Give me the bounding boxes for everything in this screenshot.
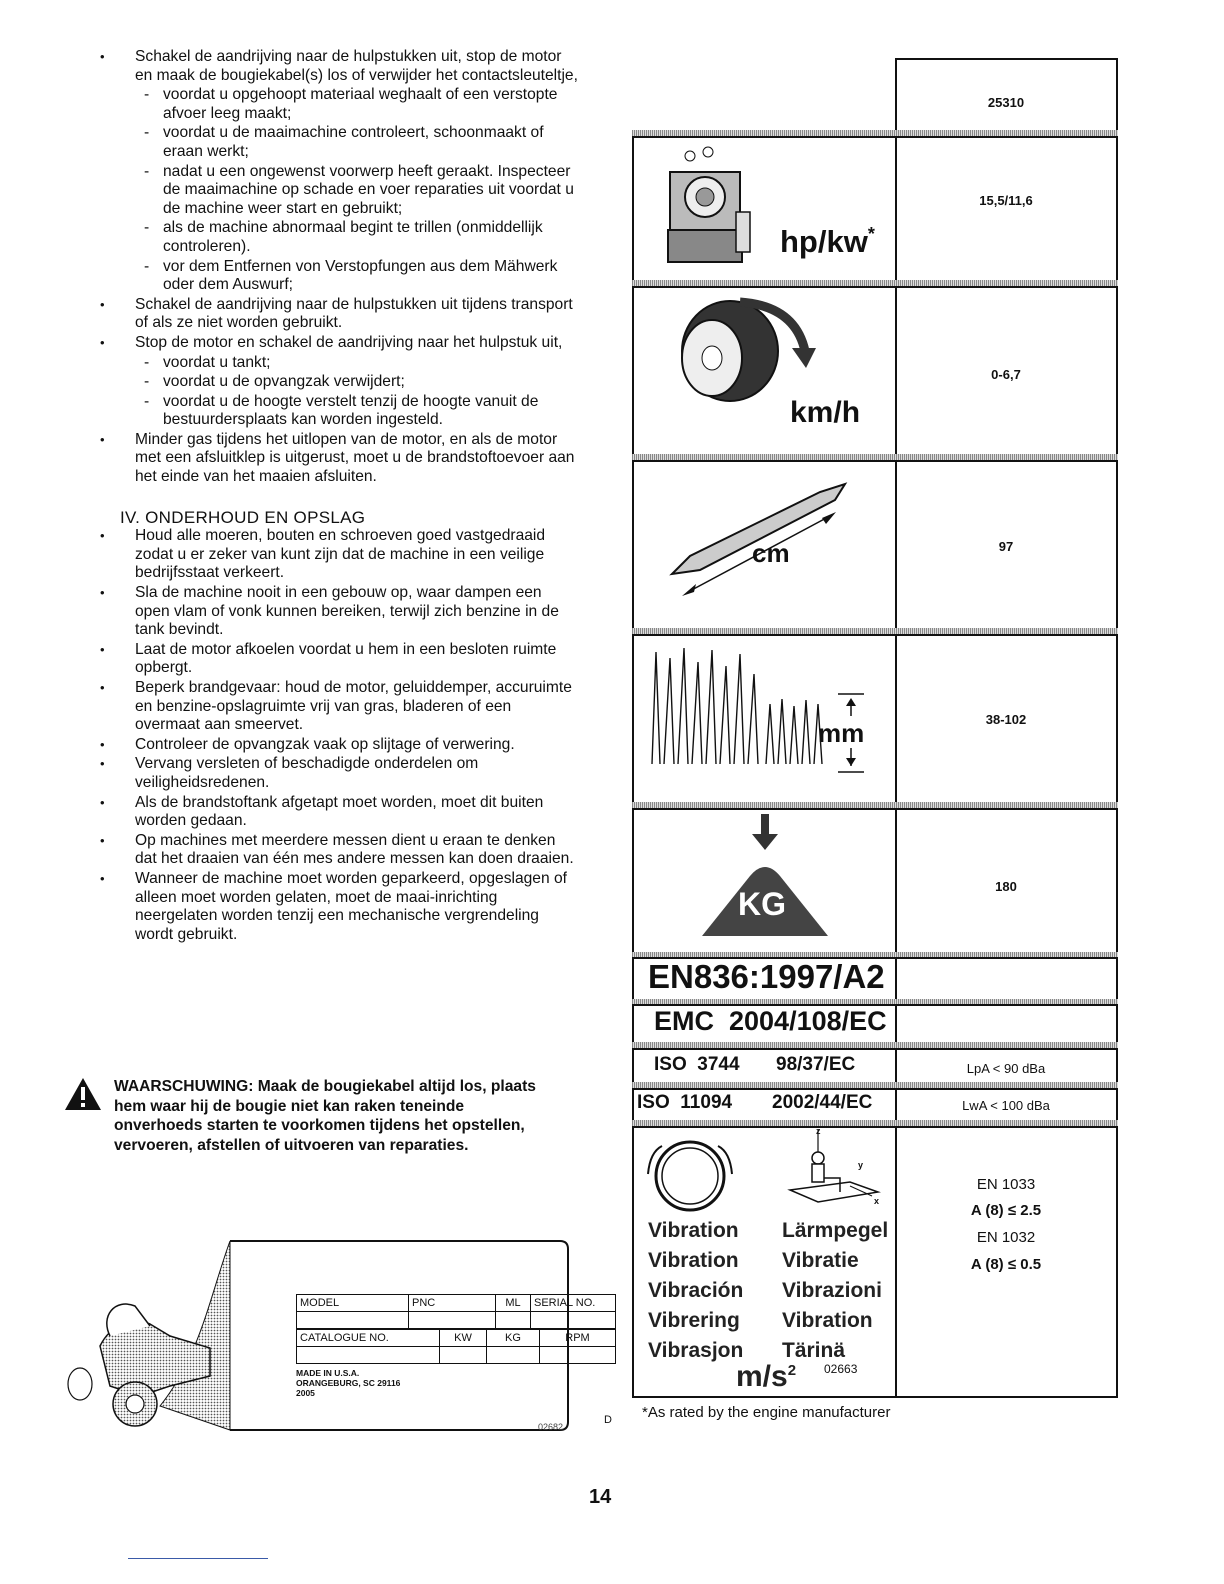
spec-value-weight: 180 <box>995 879 1017 894</box>
plate-catalogue: CATALOGUE NO. <box>297 1330 440 1347</box>
mm-label: mm <box>818 718 865 748</box>
spec-value-speed: 0-6,7 <box>991 367 1021 382</box>
bullet-text: • Beperk brandgevaar: houd de motor, geluiddemper, accuruimte en benzine-opslagruimte vrij van gras, bladeren of een overmaat aan smeervet. <box>100 679 578 735</box>
dash-text: - voordat u tankt; <box>100 354 578 373</box>
figure-code: 02663 <box>824 1362 858 1376</box>
iso11094-directive: 2002/44/EC <box>772 1092 873 1113</box>
spec-value-lpa: LpA < 90 dBa <box>966 1061 1046 1076</box>
engine-icon <box>650 142 760 272</box>
data-plate <box>296 1294 616 1426</box>
bullet-text: • Stop de motor en schakel de aandrijving naar het hulpstuk uit, <box>100 334 578 353</box>
cm-label: cm <box>752 538 790 568</box>
figure-code: 02682 <box>538 1422 564 1432</box>
wheel-speed-icon <box>660 296 820 406</box>
plate-origin <box>296 1368 616 1398</box>
bullet-text: • Sla de machine nooit in een gebouw op, waar dampen een open vlam of vonk kunnen bereiken, terwijl zich benzine in de tank bevindt. <box>100 584 578 640</box>
vibration-label: Vibración <box>648 1279 744 1302</box>
spec-value-cell <box>895 957 1118 1001</box>
spec-value-en1032: EN 1032 <box>976 1229 1036 1246</box>
spec-value-power: 15,5/11,6 <box>979 193 1033 208</box>
dash-text: - als de machine abnormaal begint te trillen (onmiddellijk controleren). <box>100 219 578 256</box>
spec-value-en1033: EN 1033 <box>976 1176 1036 1193</box>
plate-made-line: 2005 <box>296 1388 315 1398</box>
dash-text: - voordat u de opvangzak verwijdert; <box>100 373 578 392</box>
bullet-text: • Houd alle moeren, bouten en schroeven goed vastgedraaid zodat u er zeker van kunt zijn dat de machine in een veilige bedrijfsstaat verkeert. <box>100 527 578 583</box>
axis-z: z <box>816 1126 821 1136</box>
warning-text: WAARSCHUWING: Maak de bougiekabel altijd los, plaats hem waar hij de bougie niet kan raken teneinde onverhoeds starten te voorkomen tijdens het opstellen, vervoeren, afstellen of uitvoeren van reparaties. <box>114 1078 536 1154</box>
vibration-labels-right <box>782 1216 888 1366</box>
dash-text: - voordat u opgehoopt materiaal weghaalt of een verstopte afvoer leeg maakt; <box>100 86 578 123</box>
bullet-text: • Minder gas tijdens het uitlopen van de motor, en als de motor met een afsluitklep is uitgerust, moet u de brandstoftoevoer aan het einde van het maaien afsluiten. <box>100 431 578 487</box>
plate-ml: ML <box>496 1295 531 1312</box>
plate-pnc: PNC <box>409 1295 496 1312</box>
en836-standard: EN836:1997/A2 <box>648 958 885 995</box>
bullet-text: • Controleer de opvangzak vaak op slijtage of verwering. <box>100 736 578 755</box>
vibration-label: Vibration <box>648 1249 739 1272</box>
identification-plate-illustration <box>60 1236 612 1436</box>
warning-triangle-icon <box>64 1077 102 1111</box>
emc-standard: EMC 2004/108/EC <box>654 1006 887 1036</box>
spec-value-a1: A (8) ≤ 2.5 <box>970 1202 1042 1219</box>
spec-value-lwa: LwA < 100 dBa <box>962 1098 1050 1113</box>
vibration-label: Vibration <box>648 1219 739 1242</box>
spec-value-cell <box>895 1004 1118 1044</box>
vibration-label: Vibration <box>782 1309 873 1332</box>
ms-exponent: 2 <box>787 1362 797 1379</box>
hp-kw-label <box>780 224 875 260</box>
dash-text: - voordat u de hoogte verstelt tenzij de hoogte vanuit de bestuurdersplaats kan worden ingesteld. <box>100 393 578 430</box>
bullet-text: • Vervang versleten of beschadigde onderdelen om veiligheidsredenen. <box>100 755 578 792</box>
spec-value-cut-height: 38-102 <box>985 712 1027 727</box>
kmh-label: km/h <box>790 396 861 429</box>
dash-text: - voordat u de maaimachine controleert, schoonmaakt of eraan werkt; <box>100 124 578 161</box>
spec-value-model: 25310 <box>987 95 1025 110</box>
warning-block <box>70 1077 550 1155</box>
axis-x: x <box>874 1196 880 1206</box>
bullet-text: • Als de brandstoftank afgetapt moet worden, moet dit buiten worden gedaan. <box>100 794 578 831</box>
bullet-text: • Wanneer de machine moet worden geparkeerd, opgeslagen of alleen moet worden gelaten, moet de maai-inrichting neergelaten worden tenzij een mechanische vergrendeling wordt gebruikt. <box>100 870 578 944</box>
ms-text: m/s <box>736 1360 788 1393</box>
weight-icon <box>690 814 840 950</box>
spec-value-cut-width: 97 <box>998 539 1014 554</box>
spec-value-cell <box>895 136 1118 282</box>
steering-wheel-icon <box>640 1134 740 1218</box>
plate-made-line: ORANGEBURG, SC 29116 <box>296 1378 401 1388</box>
vibration-label: Vibrering <box>648 1309 740 1332</box>
plate-kw: KW <box>440 1330 487 1347</box>
plate-rpm: RPM <box>540 1330 616 1347</box>
footer-rule <box>128 1558 268 1559</box>
iso3744-standard: ISO 3744 <box>654 1054 740 1075</box>
page-number: 14 <box>589 1486 612 1508</box>
dash-text: - vor dem Entfernen von Verstopfungen aus dem Mähwerk oder dem Auswurf; <box>100 258 578 295</box>
vibration-label: Vibratie <box>782 1249 859 1272</box>
footnote: *As rated by the engine manufacturer <box>642 1404 891 1421</box>
instructions-column <box>100 48 578 945</box>
axis-y: y <box>858 1160 864 1170</box>
plate-model: MODEL <box>297 1295 409 1312</box>
ms-unit <box>736 1360 796 1394</box>
plate-letter: D <box>604 1414 612 1426</box>
vibration-labels-left <box>648 1216 743 1366</box>
plate-kg: KG <box>487 1330 540 1347</box>
spec-value-a2: A (8) ≤ 0.5 <box>970 1256 1042 1273</box>
vibration-label: Tärinä <box>782 1339 846 1362</box>
hp-star: * <box>867 224 875 244</box>
dash-text: - nadat u een ongewenst voorwerp heeft geraakt. Inspecteer de maaimachine op schade en voer reparaties uit voordat u de machine weer start en gebruikt; <box>100 163 578 219</box>
cutting-height-icon <box>648 644 878 774</box>
iso11094-standard: ISO 11094 <box>637 1092 733 1113</box>
bullet-text: • Op machines met meerdere messen dient u eraan te denken dat het draaien van één mes andere messen kan doen draaien. <box>100 832 578 869</box>
section-heading: IV. ONDERHOUD EN OPSLAG <box>120 507 366 527</box>
plate-serial: SERIAL NO. <box>531 1295 616 1312</box>
iso3744-directive: 98/37/EC <box>776 1054 856 1075</box>
hp-kw-text: hp/kw <box>780 224 868 259</box>
bullet-text: • Schakel de aandrijving naar de hulpstukken uit tijdens transport of als ze niet worden gebruikt. <box>100 296 578 333</box>
kg-label: KG <box>738 886 786 922</box>
bullet-text: • Laat de motor afkoelen voordat u hem in een besloten ruimte opbergt. <box>100 641 578 678</box>
vibration-label: Vibrazioni <box>782 1279 882 1302</box>
vibration-label: Vibrasjon <box>648 1339 744 1362</box>
vibration-label: Lärmpegel <box>782 1219 889 1242</box>
bullet-text: • Schakel de aandrijving naar de hulpstukken uit, stop de motor en maak de bougiekabel(s) los of verwijder het contactsleuteltje, <box>100 48 578 85</box>
plate-made-line: MADE IN U.S.A. <box>296 1368 360 1378</box>
